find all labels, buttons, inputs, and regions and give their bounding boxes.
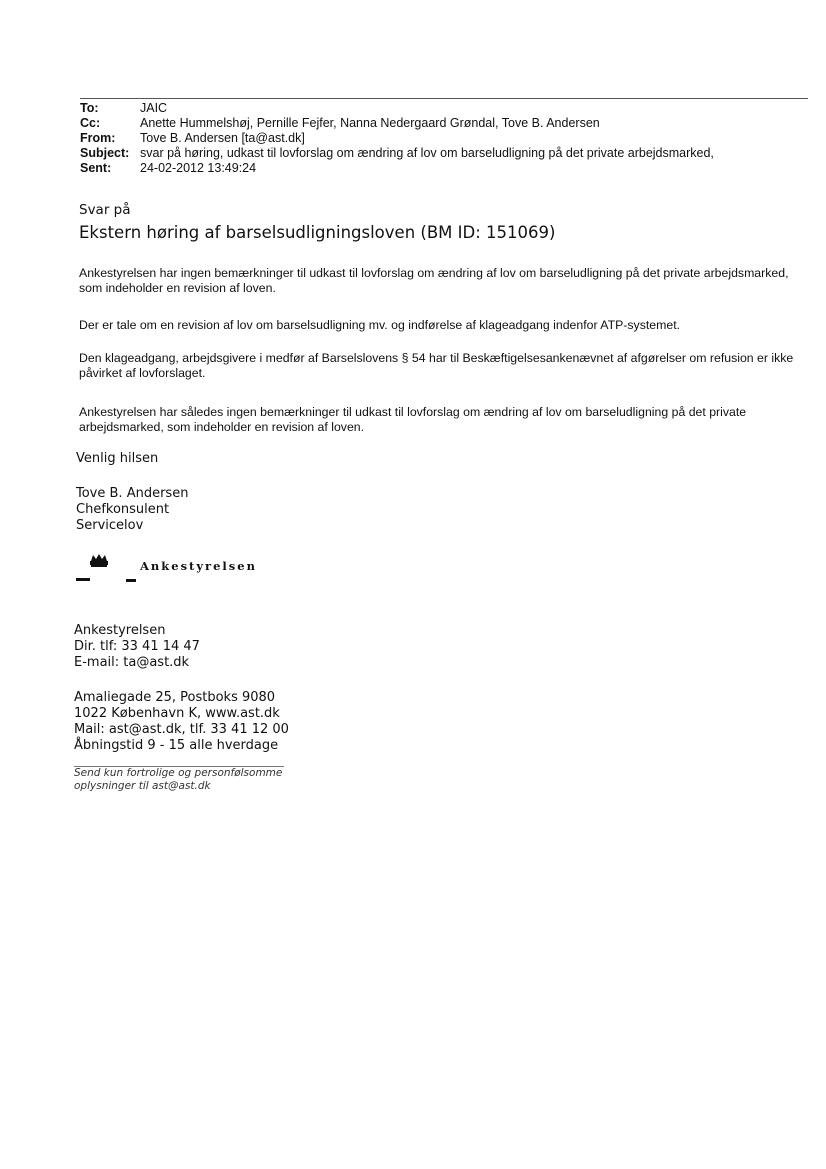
signature-department: Servicelov [76,518,144,533]
opening-hours: Åbningstid 9 - 15 alle hverdage [74,738,279,753]
contact-org: Ankestyrelsen [74,623,166,638]
address-block [74,690,289,754]
from-label: From: [80,131,116,145]
address-line-1: Amaliegade 25, Postboks 9080 [74,690,276,705]
reply-prefix: Svar på [79,202,131,218]
paragraph: Ankestyrelsen har således ingen bemærkninger til udkast til lovforslag om ændring af lov om barseludligning på det private arbejdsmarked, som indeholder en revision af loven. [79,405,747,434]
ankestyrelsen-logo [76,552,296,588]
cc-label: Cc: [80,116,101,130]
logo-text: Ankestyrelsen [140,559,257,573]
signature-role: Chefkonsulent [76,502,170,517]
closing: Venlig hilsen [76,451,159,466]
contact-block [74,623,200,671]
header-divider [80,98,808,99]
sent-label: Sent: [80,161,112,175]
paragraph: Den klageadgang, arbejdsgivere i medfør af Barselslovens § 54 har til Beskæftigelsesankenævnet af afgørelser om refusion er ikke påvirket af lovforslaget. [79,351,794,380]
subject-row [80,146,714,161]
subject-label: Subject: [80,146,130,160]
signature [76,486,188,534]
contact-email: E-mail: ta@ast.dk [74,655,190,670]
paragraph: Der er tale om en revision af lov om barselsudligning mv. og indførelse af klageadgang indenfor ATP-systemet. [79,318,681,332]
crown-icon [76,552,136,588]
contact-phone: Dir. tlf: 33 41 14 47 [74,639,200,654]
notice-line-1: Send kun fortrolige og personfølsomme [74,767,283,779]
mail-line: Mail: ast@ast.dk, tlf. 33 41 12 00 [74,722,289,737]
from-row [80,131,714,146]
from-value: Tove B. Andersen [ta@ast.dk] [140,131,305,145]
sent-value: 24-02-2012 13:49:24 [140,161,257,175]
to-label: To: [80,101,99,115]
signature-name: Tove B. Andersen [76,486,189,501]
cc-value: Anette Hummelshøj, Pernille Fejfer, Nanna Nedergaard Grøndal, Tove B. Andersen [140,116,600,130]
notice-line-2: oplysninger til ast@ast.dk [74,780,211,792]
subject-value: svar på høring, udkast til lovforslag om ændring af lov om barseludligning på det private arbejdsmarked, [140,146,714,160]
paragraph: Ankestyrelsen har ingen bemærkninger til udkast til lovforslag om ændring af lov om barseludligning på det private arbejdsmarked, som indeholder en revision af loven. [79,266,789,295]
page-title: Ekstern høring af barselsudligningsloven (BM ID: 151069) [79,223,556,242]
to-value: JAIC [140,101,168,115]
address-line-2: 1022 København K, www.ast.dk [74,706,280,721]
cc-row [80,116,714,131]
email-header [80,101,714,176]
sent-row [80,161,714,176]
to-row [80,101,714,116]
confidentiality-notice [74,767,282,793]
